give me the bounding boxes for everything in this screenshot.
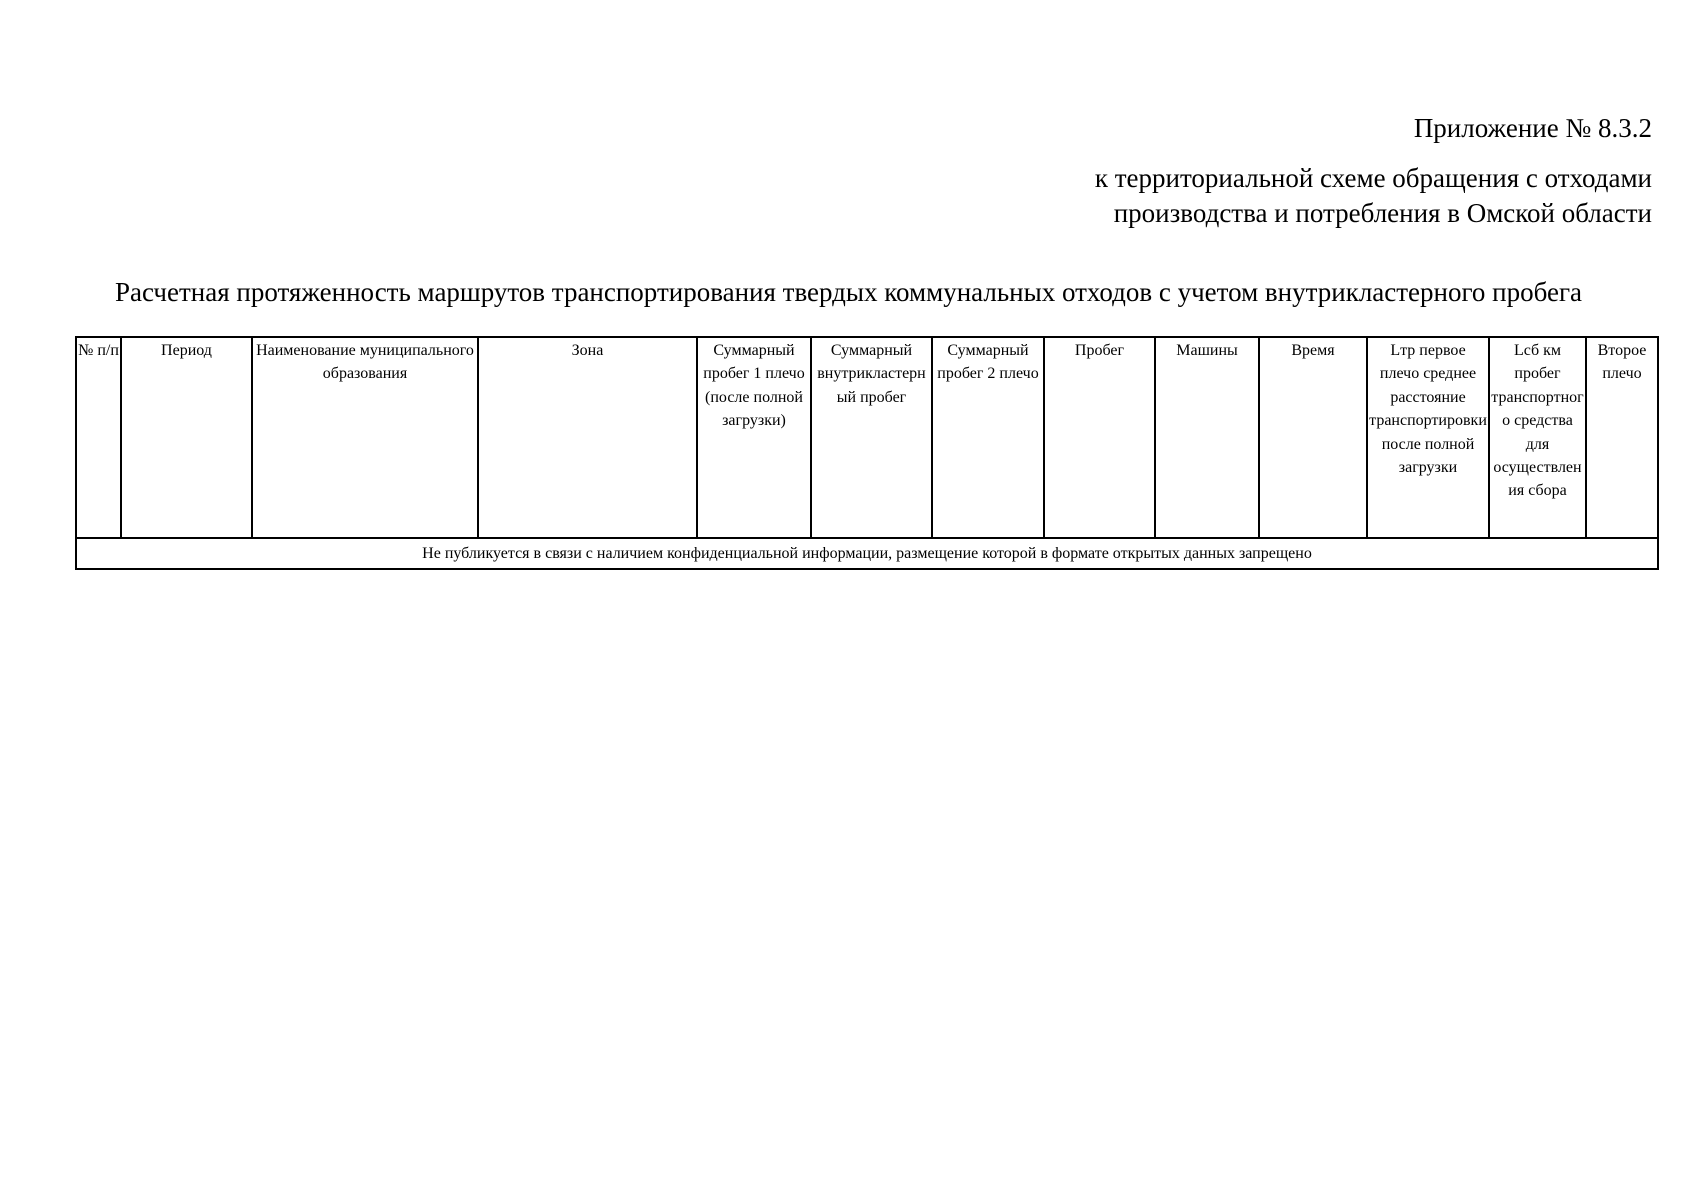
header-total-mileage-leg-1: Суммарный пробег 1 плечо (после полной загрузки)	[697, 337, 811, 538]
document-title: Расчетная протяженность маршрутов транспортирования твердых коммунальных отходов с учетом внутрикластерного пробега	[114, 277, 1583, 307]
confidential-notice: Не публикуется в связи с наличием конфиденциальной информации, размещение которой в формате открытых данных запрещено	[76, 538, 1658, 569]
header-row-number: № п/п	[76, 337, 121, 538]
table-row	[76, 538, 1658, 569]
header-time: Время	[1259, 337, 1367, 538]
table-header	[76, 337, 1658, 538]
header-total-mileage-leg-2: Суммарный пробег 2 плечо	[932, 337, 1044, 538]
routes-table	[75, 336, 1659, 570]
appendix-reference-line-1: к территориальной схеме обращения с отходами	[1094, 163, 1652, 193]
header-mileage: Пробег	[1044, 337, 1155, 538]
appendix-number: Приложение № 8.3.2	[1413, 113, 1652, 143]
header-lsb-collection-mileage: Lсб км пробег транспортного средства для осуществления сбора	[1489, 337, 1586, 538]
header-total-intracluster-mileage: Суммарный внутрикластерный пробег	[811, 337, 932, 538]
header-zone: Зона	[478, 337, 697, 538]
appendix-block	[752, 112, 1652, 231]
header-ltr-first-leg: Lтр первое плечо среднее расстояние транспортировки после полной загрузки	[1367, 337, 1489, 538]
header-row	[76, 337, 1658, 538]
header-period: Период	[121, 337, 252, 538]
header-second-leg: Второе плечо	[1586, 337, 1658, 538]
appendix-reference-line-2: производства и потребления в Омской области	[1113, 198, 1652, 228]
appendix-reference	[752, 161, 1652, 231]
header-municipality: Наименование муниципального образования	[252, 337, 478, 538]
header-vehicles: Машины	[1155, 337, 1259, 538]
table-body	[76, 538, 1658, 569]
